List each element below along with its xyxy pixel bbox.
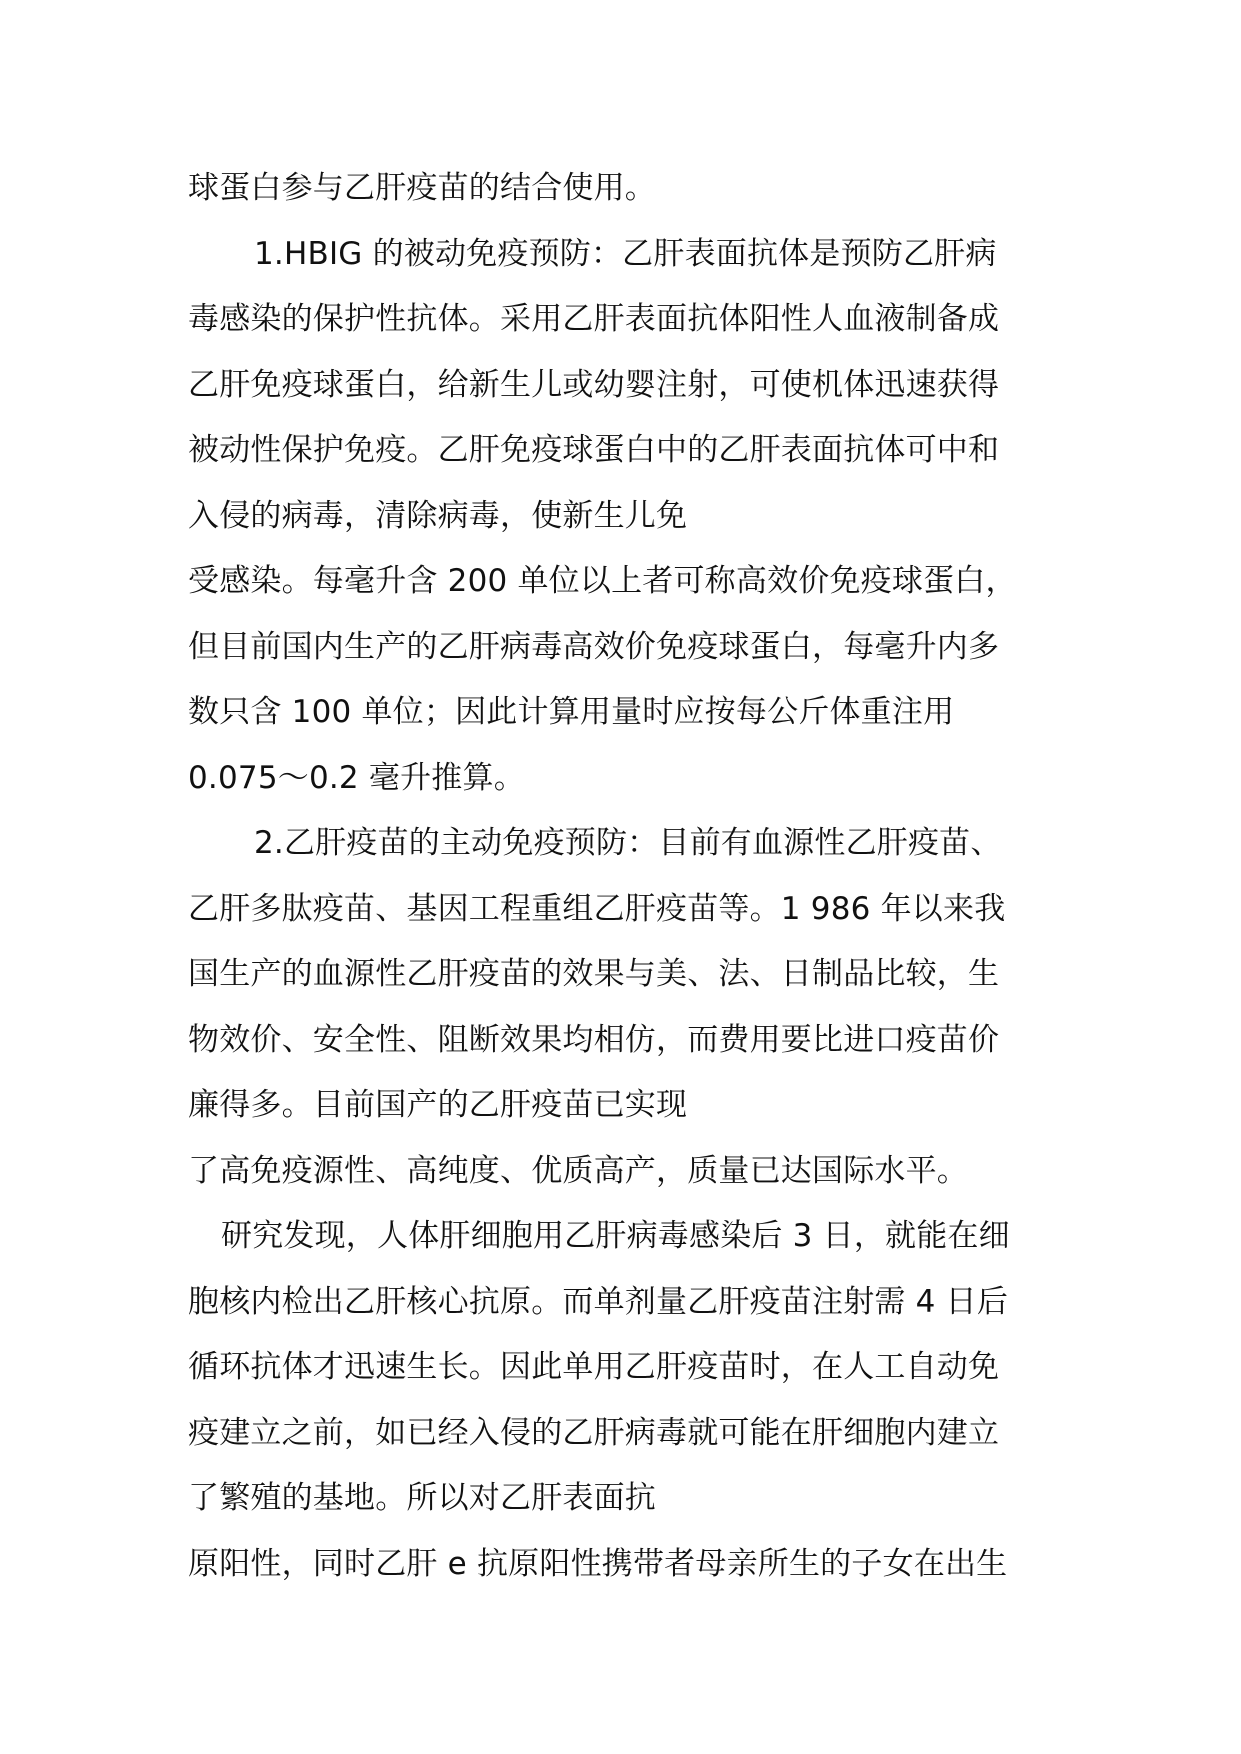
text-line: 被动性保护免疫。乙肝免疫球蛋白中的乙肝表面抗体可中和 <box>188 432 1000 468</box>
text-line: 但目前国内生产的乙肝病毒高效价免疫球蛋白，每毫升内多 <box>188 628 1000 665</box>
text-line: 廉得多。目前国产的乙肝疫苗已实现 <box>188 1087 688 1123</box>
text-line: 受感染。每毫升含 200 单位以上者可称高效价免疫球蛋白， <box>188 563 1017 599</box>
text-line: 入侵的病毒，清除病毒，使新生儿免 <box>188 497 688 534</box>
text-line: 疫建立之前，如已经入侵的乙肝病毒就可能在肝细胞内建立 <box>188 1414 1000 1451</box>
text-line: 了繁殖的基地。所以对乙肝表面抗 <box>188 1480 656 1516</box>
text-line: 球蛋白参与乙肝疫苗的结合使用。 <box>188 170 656 206</box>
text-line: 乙肝免疫球蛋白，给新生儿或幼婴注射，可使机体迅速获得 <box>188 366 1000 403</box>
text-line: 胞核内检出乙肝核心抗原。而单剂量乙肝疫苗注射需 4 日后 <box>188 1283 1009 1320</box>
text-line: 了高免疫源性、高纯度、优质高产，质量已达国际水平。 <box>188 1152 968 1189</box>
document-body <box>188 156 1068 1597</box>
text-line: 0.075～0.2 毫升推算。 <box>188 759 525 796</box>
text-line: 1.HBIG 的被动免疫预防：乙肝表面抗体是预防乙肝病 <box>254 235 997 272</box>
text-line: 毒感染的保护性抗体。采用乙肝表面抗体阳性人血液制备成 <box>188 301 1000 337</box>
text-line: 研究发现，人体肝细胞用乙肝病毒感染后 3 日，就能在细 <box>221 1218 1010 1254</box>
text-line: 循环抗体才迅速生长。因此单用乙肝疫苗时，在人工自动免 <box>188 1349 1000 1385</box>
text-line: 原阳性，同时乙肝 e 抗原阳性携带者母亲所生的子女在出生 <box>188 1545 1008 1582</box>
text-line: 2.乙肝疫苗的主动免疫预防：目前有血源性乙肝疫苗、 <box>254 825 1002 861</box>
text-line: 国生产的血源性乙肝疫苗的效果与美、法、日制品比较，生 <box>188 956 1000 992</box>
text-line: 数只含 100 单位；因此计算用量时应按每公斤体重注用 <box>188 694 955 730</box>
text-line: 乙肝多肽疫苗、基因工程重组乙肝疫苗等。1 986 年以来我 <box>188 890 1006 927</box>
text-line: 物效价、安全性、阻断效果均相仿，而费用要比进口疫苗价 <box>188 1021 1000 1058</box>
